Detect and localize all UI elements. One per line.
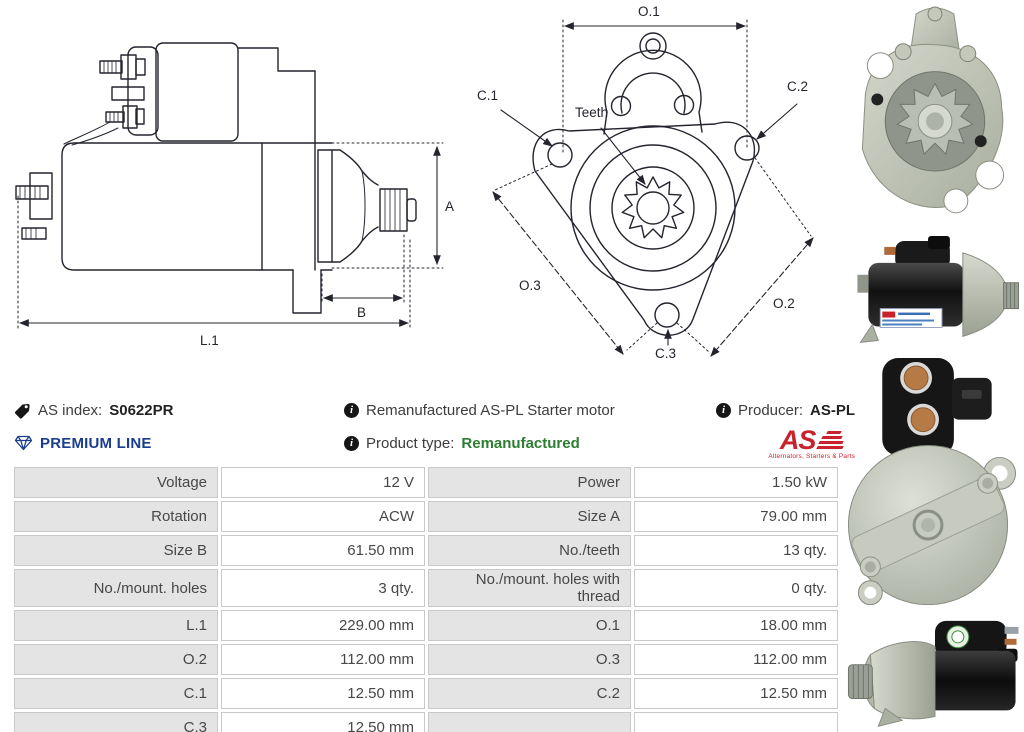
dim-label-o2: O.2: [773, 296, 795, 311]
as-logo-tagline: Alternators, Starters & Parts: [768, 453, 856, 460]
dim-label-l1: L.1: [200, 333, 219, 348]
table-row: [14, 569, 838, 607]
pinion-teeth: [622, 177, 683, 238]
tag-icon: [14, 402, 31, 419]
front-view-drawing: [455, 0, 850, 392]
table-row: [14, 644, 838, 675]
spec-label-right: O.1: [428, 610, 631, 641]
table-row: [14, 467, 838, 498]
product-description: Remanufactured AS-PL Starter motor: [366, 401, 615, 419]
as-index-cell: [14, 394, 344, 426]
producer-label: Producer:: [738, 401, 804, 419]
spec-label-left: C.1: [14, 678, 218, 709]
spec-value-left: 12 V: [221, 467, 425, 498]
product-photos: [840, 0, 1024, 732]
spec-value-right: 1.50 kW: [634, 467, 838, 498]
diamond-icon: [14, 435, 33, 451]
table-row: [14, 535, 838, 566]
spec-label-left: C.3: [14, 712, 218, 732]
spec-value-left: 12.50 mm: [221, 712, 425, 732]
spec-value-right: 112.00 mm: [634, 644, 838, 675]
solenoid-cap: [128, 47, 158, 135]
spec-label-left: No./mount. holes: [14, 569, 218, 607]
product-info-bar: [14, 394, 856, 460]
as-logo-text: AS: [779, 425, 816, 455]
as-index-label: AS index:: [38, 401, 103, 419]
photo-side-view[interactable]: [840, 235, 1024, 352]
spec-label-left: Voltage: [14, 467, 218, 498]
dim-label-c2: C.2: [787, 79, 809, 94]
spec-value-right: 0 qty.: [634, 569, 838, 607]
spec-value-right: 13 qty.: [634, 535, 838, 566]
table-row: [14, 678, 838, 709]
spec-value-left: ACW: [221, 501, 425, 532]
solenoid-step: [238, 48, 315, 71]
spec-label-right: [428, 712, 631, 732]
as-logo-stripes-icon: [817, 431, 843, 449]
dim-label-b: B: [357, 305, 367, 320]
flange: [318, 150, 332, 262]
spec-value-left: 12.50 mm: [221, 678, 425, 709]
spec-label-left: Size B: [14, 535, 218, 566]
as-index-value: S0622PR: [109, 401, 174, 419]
spec-label-left: L.1: [14, 610, 218, 641]
spec-value-right: 18.00 mm: [634, 610, 838, 641]
dim-label-o3: O.3: [519, 278, 541, 293]
spec-label-left: Rotation: [14, 501, 218, 532]
brand-logo-cell: [716, 426, 855, 460]
mounting-flange: [533, 122, 754, 335]
description-cell: [344, 394, 716, 426]
specs-table: [14, 467, 838, 732]
as-pl-logo: [768, 425, 856, 460]
dim-label-c3: C.3: [655, 346, 677, 361]
info-icon: i: [716, 403, 731, 418]
producer-value: AS-PL: [810, 401, 856, 419]
photo-front-view[interactable]: [840, 0, 1024, 231]
hole-c1: [548, 143, 572, 167]
spec-value-right: [634, 712, 838, 732]
dim-label-c1: C.1: [477, 88, 499, 103]
spec-label-left: O.2: [14, 644, 218, 675]
product-type-cell: [344, 426, 716, 460]
dim-label-a: A: [445, 199, 455, 214]
info-icon: i: [344, 403, 359, 418]
top-arch: [604, 50, 702, 134]
spec-value-right: 12.50 mm: [634, 678, 838, 709]
spec-label-right: No./mount. holes with thread: [428, 569, 631, 607]
spec-value-left: 3 qty.: [221, 569, 425, 607]
spec-label-right: No./teeth: [428, 535, 631, 566]
spec-value-right: 79.00 mm: [634, 501, 838, 532]
product-type-label: Product type:: [366, 434, 455, 452]
solenoid-body: [156, 43, 238, 141]
spec-value-left: 229.00 mm: [221, 610, 425, 641]
dim-label-o1: O.1: [638, 4, 660, 19]
table-row: [14, 712, 838, 732]
producer-cell: [716, 394, 855, 426]
hole-c3: [655, 303, 679, 327]
spec-label-right: C.2: [428, 678, 631, 709]
motor-body: [62, 143, 262, 270]
spec-value-left: 61.50 mm: [221, 535, 425, 566]
teeth-label: Teeth: [575, 105, 609, 120]
premium-line-cell: [14, 426, 344, 460]
dim-line-o2: [711, 238, 813, 356]
info-icon: i: [344, 436, 359, 451]
spec-label-right: Power: [428, 467, 631, 498]
spec-label-right: Size A: [428, 501, 631, 532]
spec-label-right: O.3: [428, 644, 631, 675]
product-type-value: Remanufactured: [461, 434, 580, 452]
spec-value-left: 112.00 mm: [221, 644, 425, 675]
side-view-drawing: [0, 0, 460, 392]
table-row: [14, 501, 838, 532]
photo-angled-view[interactable]: [840, 609, 1024, 732]
premium-line-badge: PREMIUM LINE: [40, 434, 152, 452]
photo-rear-view[interactable]: [840, 356, 1024, 605]
table-row: [14, 610, 838, 641]
pinion-gear: [380, 189, 407, 231]
